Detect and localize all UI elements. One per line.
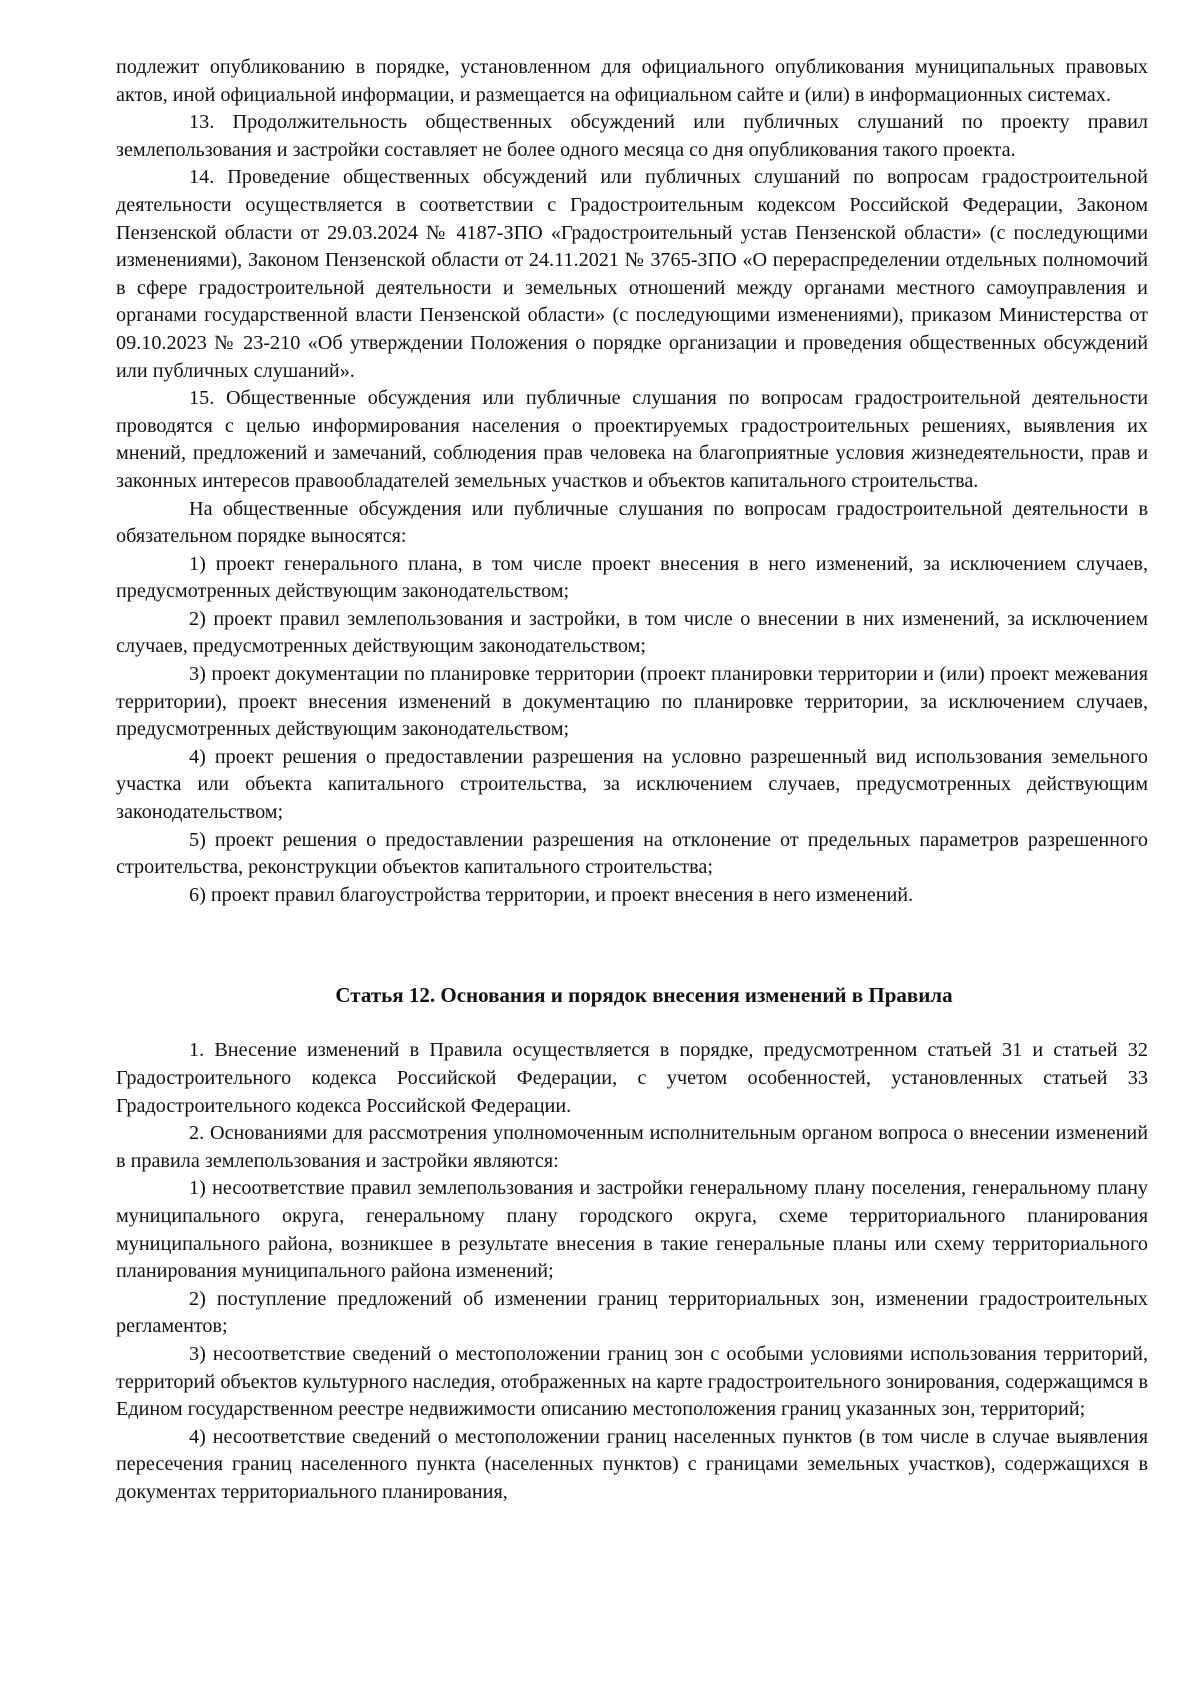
- list-item-6: 6) проект правил благоустройства территории, и проект внесения в него изменений.: [189, 883, 914, 906]
- paragraph-item-15: 15. Общественные обсуждения или публичные слушания по вопросам градостроительной деятельности проводятся с целью информирования населения о проектируемых градостроительных решениях, выявления их мнений, предложений и замечаний, соблюдения прав человека на благоприятные условия жизнедеятельности, прав и законных интересов правообладателей земельных участков и объектов капитального строительства.: [116, 387, 1148, 492]
- paragraph-mandatory-intro: На общественные обсуждения или публичные слушания по вопросам градостроительной деятельности в обязательном порядке выносятся:: [116, 497, 1148, 548]
- article-paragraph-1: 1. Внесение изменений в Правила осуществляется в порядке, предусмотренном статьей 31 и статьей 32 Градостроительного кодекса Российской Федерации, с учетом особенностей, установленных статьей 33 Градостроительного кодекса Российской Федерации.: [116, 1039, 1148, 1117]
- article-heading: Статья 12. Основания и порядок внесения изменений в Правила: [335, 983, 953, 1008]
- list-item-3: 3) проект документации по планировке территории (проект планировки территории и (или) проект межевания территории), проект внесения изменений в документацию по планировке территории, за исключением случаев, предусмотренных действующим законодательством;: [116, 663, 1148, 741]
- list-item-5: 5) проект решения о предоставлении разрешения на отклонение от предельных параметров разрешенного строительства, реконструкции объектов капитального строительства;: [116, 828, 1148, 879]
- paragraph-item-13: 13. Продолжительность общественных обсуждений или публичных слушаний по проекту правил землепользования и застройки составляет не более одного месяца со дня опубликования такого проекта.: [116, 111, 1148, 161]
- list-item-4: 4) проект решения о предоставлении разрешения на условно разрешенный вид использования земельного участка или объекта капитального строительства, за исключением случаев, предусмотренных действующим законодательством;: [116, 745, 1148, 824]
- paragraph-item-14: 14. Проведение общественных обсуждений или публичных слушаний по вопросам градостроительной деятельности осуществляется в соответствии с Градостроительным кодексом Российской Федерации, Законом Пензенской области от 29.03.2024 № 4187-ЗПО «Градостроительный устав Пензенской области» (с последующими изменениями), Законом Пензенской области от 24.11.2021 № 3765-ЗПО «О перераспределении отдельных полномочий в сфере градостроительной деятельности и земельных отношений между органами местного самоуправления и органами государственной власти Пензенской области» (с последующими изменениями), приказом Министерства от 09.10.2023 № 23-210 «Об утверждении Положения о порядке организации и проведения общественных обсуждений или публичных слушаний».: [116, 166, 1148, 382]
- basis-item-1: 1) несоответствие правил землепользования и застройки генеральному плану поселения, генеральному плану муниципального округа, генеральному плану городского округа, схеме территориального планирования муниципального района, возникшее в результате внесения в такие генеральные планы или схему территориального планирования муниципального района изменений;: [116, 1177, 1148, 1283]
- basis-item-3: 3) несоответствие сведений о местоположении границ зон с особыми условиями использования территорий, территорий объектов культурного наследия, отображенных на карте градостроительного зонирования, содержащимся в Едином государственном реестре недвижимости описанию местоположения границ указанных зон, территорий;: [116, 1342, 1148, 1421]
- heading-gap: [116, 1009, 1148, 1037]
- paragraph-continuation: подлежит опубликованию в порядке, установленном для официального опубликования муниципальных правовых актов, иной официальной информации, и размещается на официальном сайте и (или) в информационных системах.: [116, 56, 1148, 106]
- list-item-2: 2) проект правил землепользования и застройки, в том числе о внесении в них изменений, за исключением случаев, предусмотренных действующим законодательством;: [116, 607, 1148, 658]
- article-paragraph-2: 2. Основаниями для рассмотрения уполномоченным исполнительным органом вопроса о внесении изменений в правила землепользования и застройки являются:: [116, 1122, 1148, 1172]
- list-item-1: 1) проект генерального плана, в том числе проект внесения в него изменений, за исключением случаев, предусмотренных действующим законодательством;: [116, 552, 1148, 603]
- basis-item-2: 2) поступление предложений об изменении границ территориальных зон, изменении градостроительных регламентов;: [116, 1287, 1148, 1338]
- basis-item-4: 4) несоответствие сведений о местоположении границ населенных пунктов (в том числе в случае выявления пересечения границ населенного пункта (населенных пунктов) с границами земельных участков), содержащихся в документах территориального планирования,: [116, 1425, 1148, 1503]
- document-page: [116, 54, 1148, 1507]
- section-gap: [116, 909, 1148, 981]
